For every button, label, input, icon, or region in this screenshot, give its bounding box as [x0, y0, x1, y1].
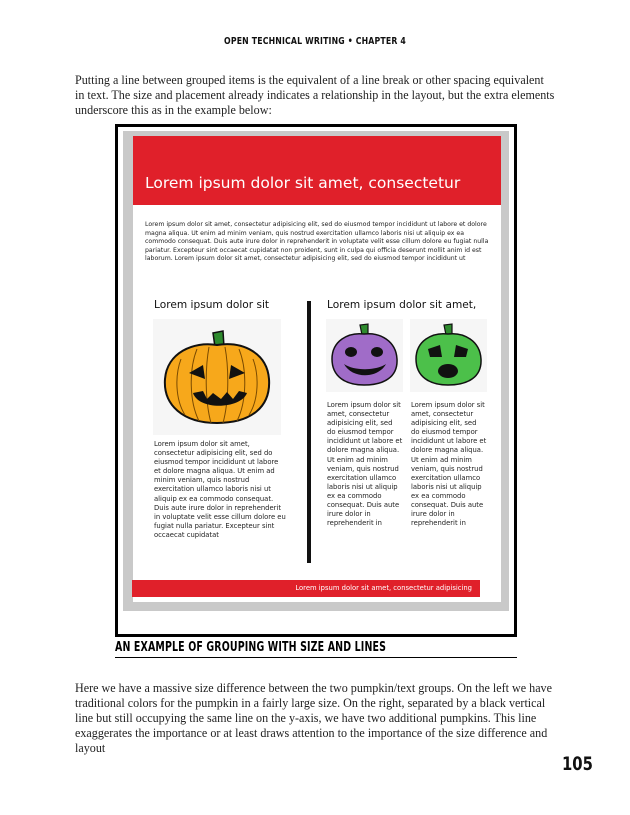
example-figure	[115, 124, 517, 637]
sample-footer-text: Lorem ipsum dolor sit amet, consectetur adipisicing	[295, 584, 472, 592]
body-paragraph: Here we have a massive size difference between the two pumpkin/text groups. On the left we have traditional colors for the pumpkin in a fairly large size. On the right, separated by a black vertical line but still occupying the same line on the y-axis, we have two additional pumpkins. This line exaggerates the importance or at least draws attention to the importance of the size difference and layout	[75, 681, 552, 755]
sample-intro-text: Lorem ipsum dolor sit amet, consectetur adipisicing elit, sed do eiusmod tempor incididunt ut labore et dolore magna aliqua. Ut enim ad minim veniam, quis nostrud exercitation ullamco laboris nisi ut aliquip ex ea commodo consequat. Duis aute irure dolor in reprehenderit in voluptate velit esse cillum dolore eu fugiat nulla pariatur. Excepteur sint occaecat cupidatat non proident, sunt in culpa qui officia deserunt mollit anim id est laborum. Lorem ipsum dolor sit amet, consectetur adipisicing elit, sed do eiusmod tempor incididunt ut	[145, 221, 489, 263]
right-column-text-2: Lorem ipsum dolor sit amet, consectetur adipisicing elit, sed do eiusmod tempor incididunt ut labore et dolore magna aliqua. Ut enim ad minim veniam, quis nostrud exercitation ullamco laboris nisi ut aliquip ex ea commodo consequat. Duis aute irure dolor in reprehenderit in	[411, 401, 487, 528]
figure-caption	[115, 638, 517, 658]
green-pumpkin-icon	[410, 319, 487, 392]
orange-pumpkin-icon	[153, 319, 281, 435]
intro-paragraph: Putting a line between grouped items is the equivalent of a line break or other spacing equivalent in text. The size and placement already indicates a relationship in the layout, but the extra elements underscore this as in the example below:	[75, 73, 555, 117]
sample-footer-bar	[132, 580, 480, 597]
vertical-divider-line	[307, 301, 311, 563]
left-column-title: Lorem ipsum dolor sit	[154, 299, 270, 311]
right-column-title: Lorem ipsum dolor sit amet,	[327, 299, 477, 311]
purple-pumpkin-icon	[326, 319, 403, 392]
running-head: OPEN TECHNICAL WRITING • CHAPTER 4	[224, 36, 406, 47]
figure-background	[123, 131, 509, 611]
right-column-text-1: Lorem ipsum dolor sit amet, consectetur adipisicing elit, sed do eiusmod tempor incididunt ut labore et dolore magna aliqua. Ut enim ad minim veniam, quis nostrud exercitation ullamco laboris nisi ut aliquip ex ea commodo consequat. Duis aute irure dolor in reprehenderit in	[327, 401, 403, 528]
sample-layout-sheet	[133, 136, 501, 602]
page-number: 105	[562, 753, 593, 775]
figure-caption-text: AN EXAMPLE OF GROUPING WITH SIZE AND LINES	[115, 639, 387, 655]
sample-banner-title: Lorem ipsum dolor sit amet, consectetur	[145, 174, 461, 192]
left-column-text: Lorem ipsum dolor sit amet, consectetur adipisicing elit, sed do eiusmod tempor incididunt ut labore et dolore magna aliqua. Ut enim ad minim veniam, quis nostrud exercitation ullamco laboris nisi ut aliquip ex ea commodo consequat. Duis aute irure dolor in reprehenderit in voluptate velit esse cillum dolore eu fugiat nulla pariatur. Excepteur sint occaecat cupidatat	[154, 440, 286, 539]
sample-banner	[133, 136, 501, 205]
